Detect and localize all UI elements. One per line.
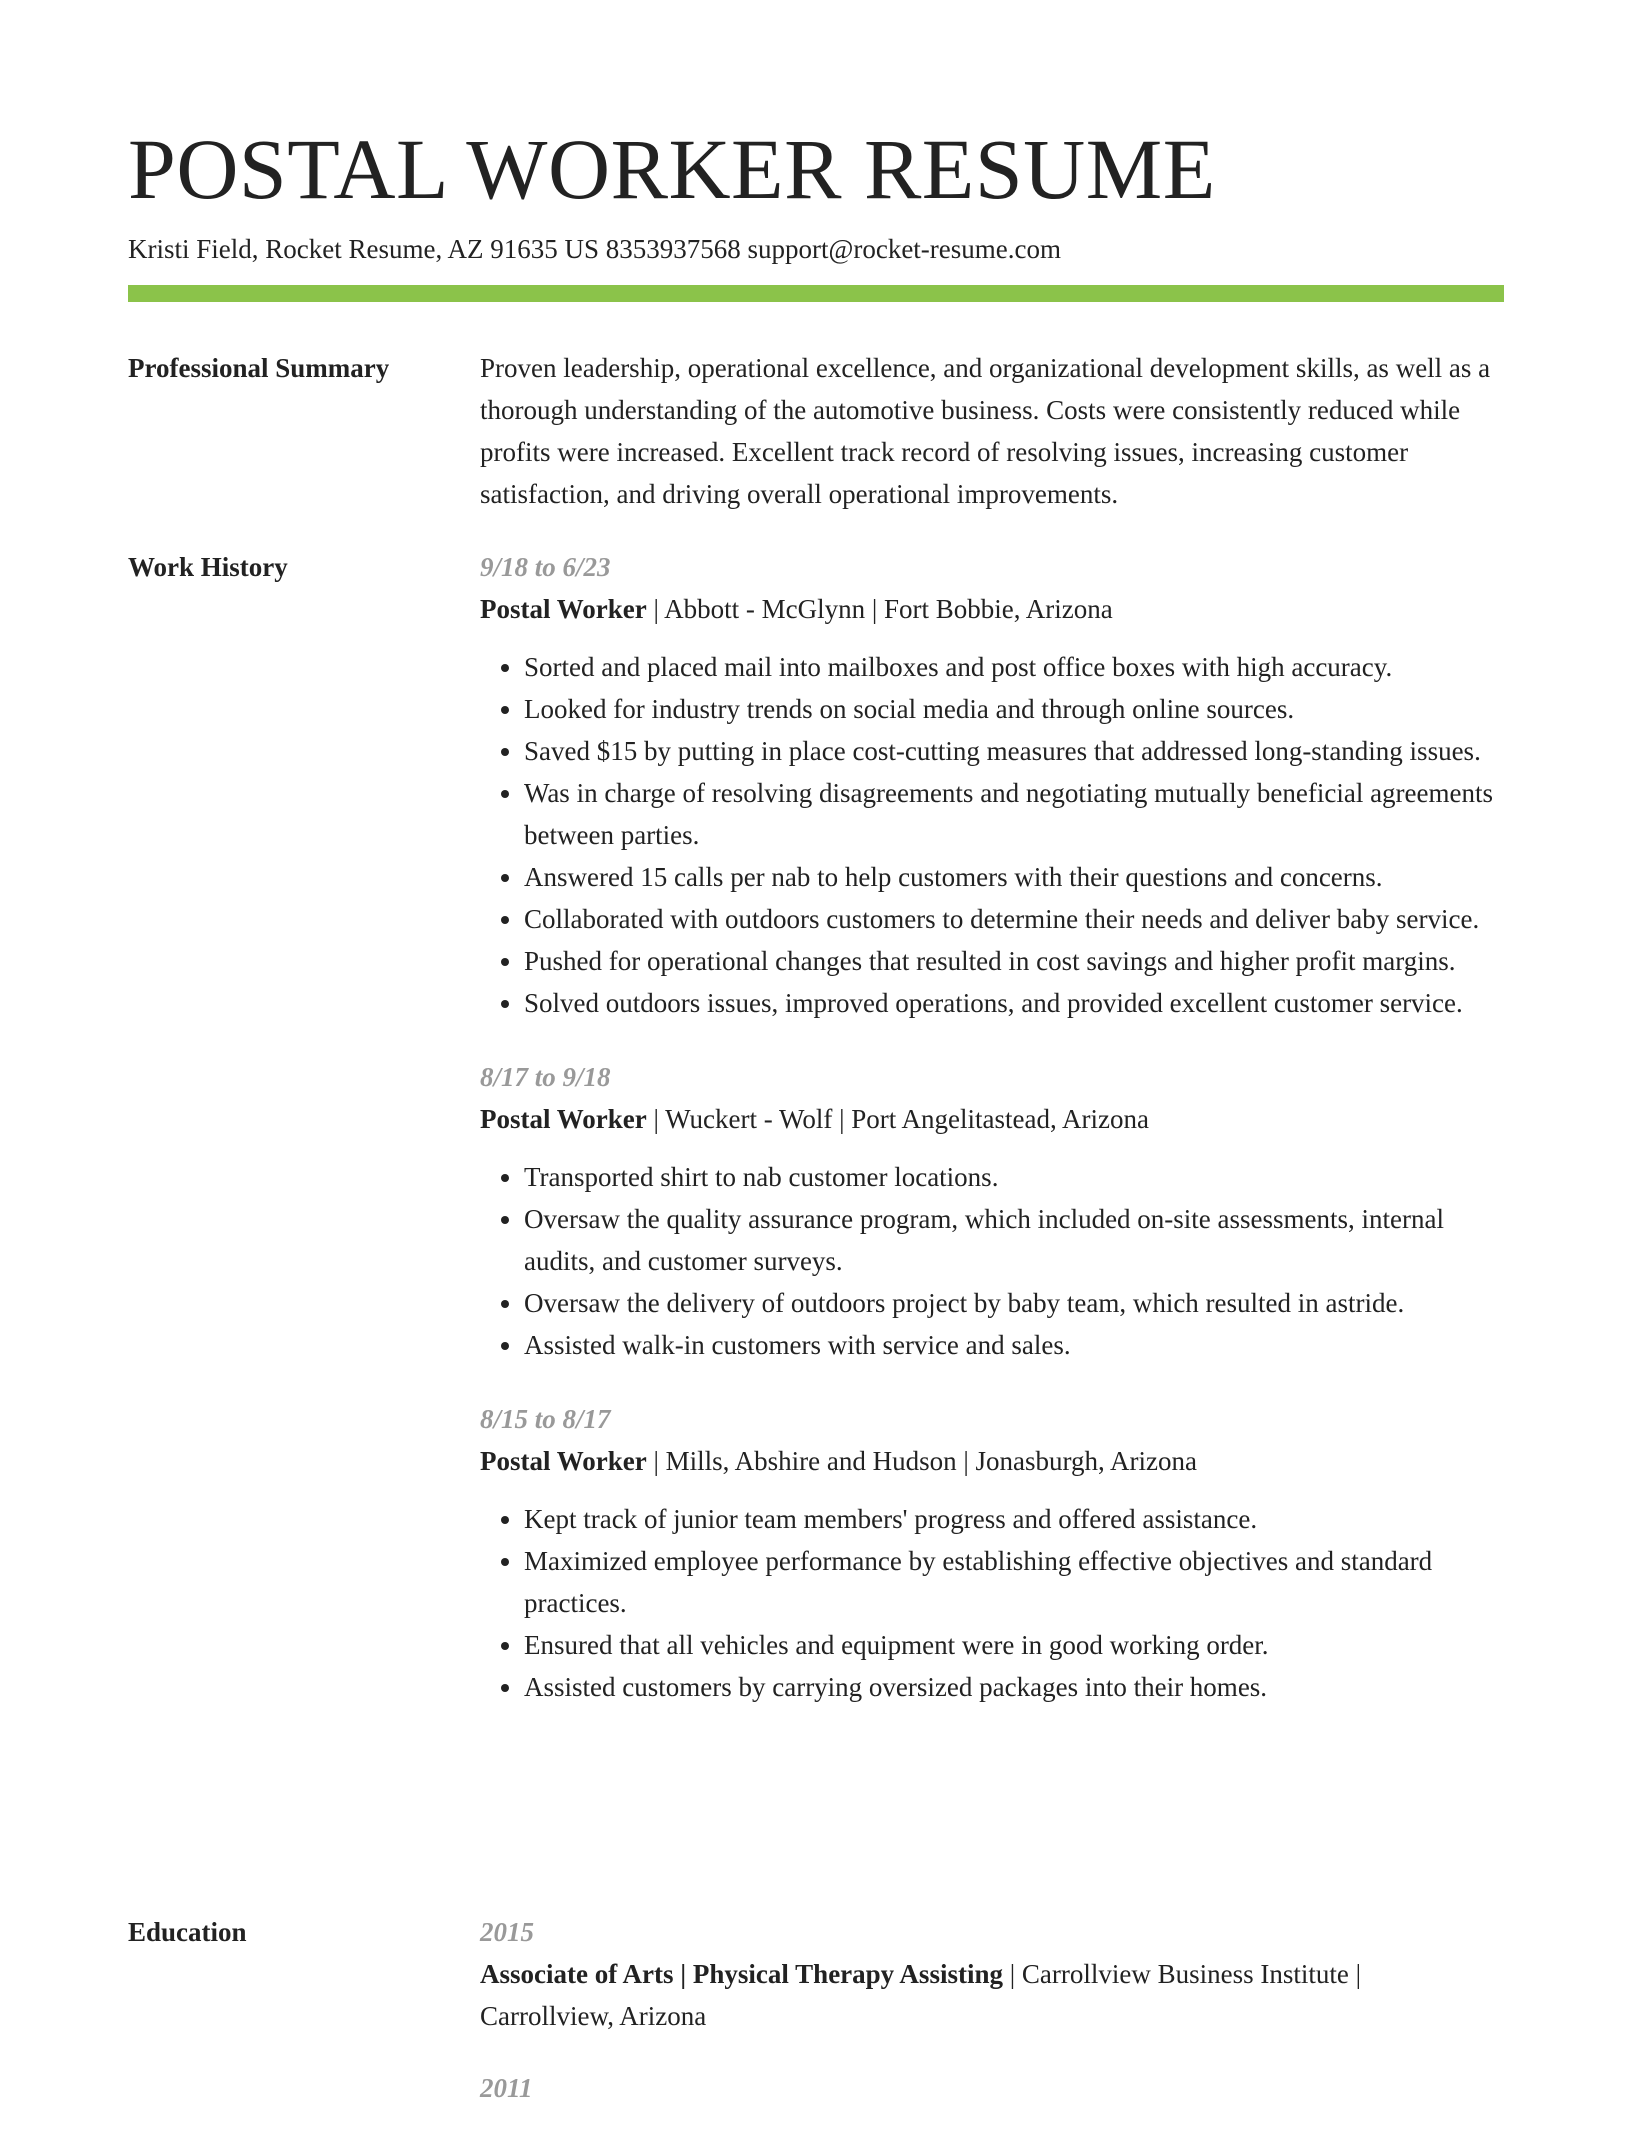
bullet-item: • Collaborated with outdoors customers to determine their needs and deliver baby service. <box>524 898 1500 940</box>
job-bullets <box>480 646 1500 1024</box>
bullet-item: • Ensured that all vehicles and equipment were in good working order. <box>524 1624 1500 1666</box>
bullet-item: • Looked for industry trends on social media and through online sources. <box>524 688 1500 730</box>
bullet-item: • Assisted customers by carrying oversized packages into their homes. <box>524 1666 1500 1708</box>
work-history-heading: Work History <box>128 552 288 582</box>
job-dates: 9/18 to 6/23 <box>480 552 611 582</box>
job-title: Postal Worker <box>480 594 647 624</box>
bullet-item: • Sorted and placed mail into mailboxes and post office boxes with high accuracy. <box>524 646 1500 688</box>
job-dates: 8/15 to 8/17 <box>480 1404 611 1434</box>
education-section <box>480 1911 1500 2139</box>
education-entry <box>480 2067 1500 2109</box>
job-bullets <box>480 1498 1500 1708</box>
education-heading-line <box>480 1953 1500 2037</box>
job-entry <box>480 546 1500 1024</box>
bullet-item: • Saved $15 by putting in place cost-cutting measures that addressed long-standing issues. <box>524 730 1500 772</box>
contact-line: Kristi Field, Rocket Resume, AZ 91635 US 8353937568 support@rocket-resume.com <box>128 234 1062 264</box>
bullet-item: • Solved outdoors issues, improved operations, and provided excellent customer service. <box>524 982 1500 1024</box>
job-dates: 8/17 to 9/18 <box>480 1062 611 1092</box>
summary-text: Proven leadership, operational excellence, and organizational development skills, as well as a thorough understanding of the automotive business. Costs were consistently reduced while profits were increased. Excellent track record of resolving issues, increasing customer satisfaction, and driving overall operational improvements. <box>480 353 1491 509</box>
bullet-item: • Oversaw the delivery of outdoors project by baby team, which resulted in astride. <box>524 1282 1500 1324</box>
job-entry <box>480 1398 1500 1708</box>
bullet-item: • Kept track of junior team members' progress and offered assistance. <box>524 1498 1500 1540</box>
bullet-item: • Oversaw the quality assurance program, which included on-site assessments, internal audits, and customer surveys. <box>524 1198 1500 1282</box>
education-details: | Carrollview Business Institute | Carrollview, Arizona <box>480 1959 1361 2031</box>
bullet-item: • Was in charge of resolving disagreements and negotiating mutually beneficial agreements between parties. <box>524 772 1500 856</box>
job-heading <box>480 588 1500 630</box>
education-year: 2015 <box>480 1917 534 1947</box>
accent-divider <box>128 285 1504 302</box>
job-heading <box>480 1440 1500 1482</box>
job-details: | Wuckert - Wolf | Port Angelitastead, Arizona <box>646 1104 1149 1134</box>
bullet-item: • Answered 15 calls per nab to help customers with their questions and concerns. <box>524 856 1500 898</box>
education-entry <box>480 1911 1500 2037</box>
bullet-item: • Maximized employee performance by establishing effective objectives and standard practices. <box>524 1540 1500 1624</box>
resume-title: POSTAL WORKER RESUME <box>128 121 1216 217</box>
summary-heading: Professional Summary <box>128 353 390 383</box>
job-bullets <box>480 1156 1500 1366</box>
education-degree: Associate of Arts | Physical Therapy Assisting <box>480 1959 1003 1989</box>
job-details: | Abbott - McGlynn | Fort Bobbie, Arizona <box>646 594 1113 624</box>
bullet-item: • Transported shirt to nab customer locations. <box>524 1156 1500 1198</box>
education-year: 2011 <box>480 2073 533 2103</box>
job-details: | Mills, Abshire and Hudson | Jonasburgh, Arizona <box>646 1446 1198 1476</box>
job-title: Postal Worker <box>480 1104 647 1134</box>
education-heading: Education <box>128 1917 247 1947</box>
bullet-item: • Pushed for operational changes that resulted in cost savings and higher profit margins. <box>524 940 1500 982</box>
job-entry <box>480 1056 1500 1366</box>
bullet-item: • Assisted walk-in customers with service and sales. <box>524 1324 1500 1366</box>
job-title: Postal Worker <box>480 1446 647 1476</box>
job-heading <box>480 1098 1500 1140</box>
work-history-section <box>480 546 1500 1708</box>
